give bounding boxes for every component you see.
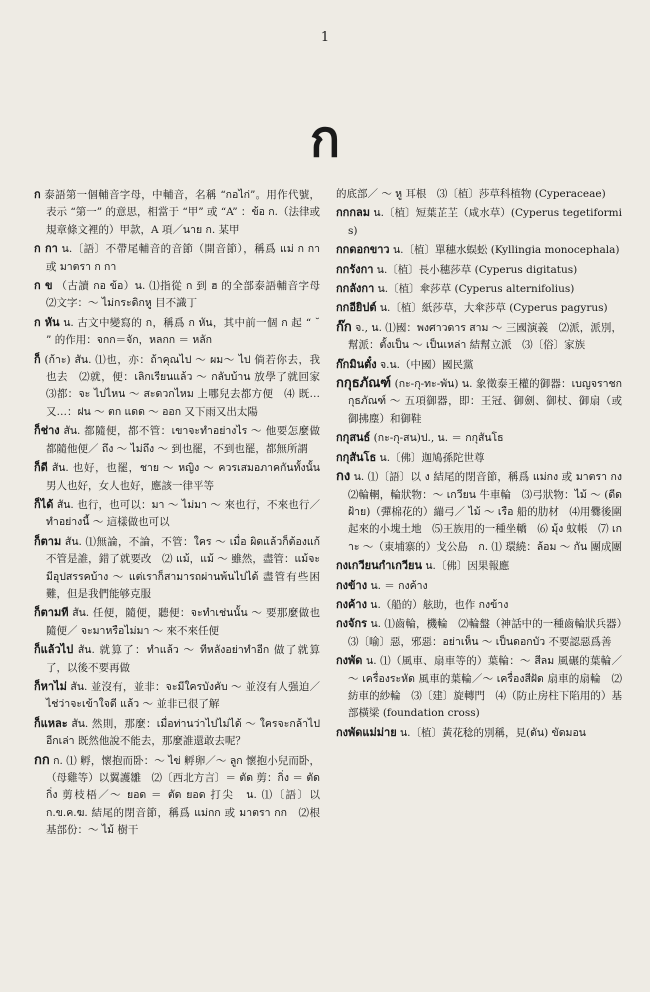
entry-headword: กกดอกขาว	[336, 243, 390, 257]
entry-headword: กงพัดแม่ม่าย	[336, 725, 397, 739]
dictionary-entry	[336, 241, 622, 259]
entry-definition: จ.น.（中國）國民黨	[379, 358, 474, 371]
entry-definition: （古讀 กอ ข้อ）น. ⑴指從 ก 到 ฮ 的全部泰語輔音字母 ⑵文字：～ ไม่กระดิกหู 目不識丁	[46, 280, 331, 310]
dictionary-entry	[336, 261, 622, 279]
entry-definition: 泰語第一個輔音字母，中輔音，名稱 “กอไก่”。用作代號，表示 “第一” 的意思，相當于 “甲” 或 “A” ：ข้อ ก.（法律或規章條文裡的）甲款，A 項／นาย ก. 某甲	[44, 189, 321, 236]
entry-definition: น.〔植〕黃花稔的別稱，見(ดัน) ขัดมอน	[399, 726, 586, 739]
entry-headword: กกกลม	[336, 206, 370, 220]
dictionary-entry	[336, 577, 622, 595]
entry-headword: ก็ตามที	[34, 606, 69, 620]
dictionary-entry	[336, 299, 622, 317]
entry-headword: ก็	[34, 352, 41, 366]
entry-headword: กงพัด	[336, 654, 363, 668]
entry-definition: (ก้าะ) สัน. ⑴也，亦：ถ้าคุณไป ～ ผม～ ไป 倘若你去，我也去 ⑵就，便：เลิกเรียนแล้ว ～ กลับบ้าน 放學了就回家 ⑶都：จะ ไปไหน ～ สะดวกไหม 上哪兒去都方便 ⑷ 既…又…：ฝน ～ ตก แดด ～ ออก 又下雨又出太陽	[44, 353, 331, 418]
entry-headword: ก็ดี	[34, 461, 48, 475]
entry-definition: สัน. 然則，那麼：เมื่อท่านว่าไปไม่ได้ ～ ใครจะกล้าไปอีกเล่า 既然他說不能去，那麼誰還敢去呢？	[46, 717, 320, 748]
dictionary-entry	[336, 557, 622, 575]
dictionary-entry	[336, 724, 622, 742]
entry-headword: กงจักร	[336, 617, 368, 631]
entry-headword: ก๊กมินตั๋ง	[336, 357, 377, 371]
dictionary-entry	[336, 615, 633, 651]
entry-definition: สัน. 也行，也可以：มา ～ ไม่มา ～ 來也行，不來也行／ ทำอย่างนี้ ～ 這樣做也可以	[46, 498, 320, 529]
entry-headword: กง	[336, 469, 351, 485]
entry-definition: (กะ-กุ-สน)ป., น. ＝ กกุสันโธ	[373, 432, 504, 445]
dictionary-entry	[336, 186, 622, 203]
entry-definition: สัน. 就算了：ทำแล้ว ～ ทีหลังอย่าทำอีก 做了就算了，以後不要再做	[46, 644, 320, 674]
entry-definition: ก. ⑴ 孵，懷抱而卧：～ ไข่ 孵卵／～ ลูก 懷抱小兒而卧，（母雞等）以翼護雛 ⑵〔西北方言〕＝ ตัด 剪：กิ่ง ＝ ตัดกิ่ง 剪枝梧／～ ยอด ＝ ตัด ยอด 打尖 น. ⑴〔語〕以 ก.ข.ค.ฆ. 結尾的閉音節，稱爲 แม่กก 或 มาตรา กก ⑵根基部份：～ ไม้ 樹干	[46, 754, 320, 837]
dictionary-entry	[336, 204, 622, 240]
entry-headword: กกุสนธ์	[336, 431, 371, 445]
dictionary-entry	[34, 641, 320, 677]
entry-definition: 的底部／ ～ หู 耳根 ⑶〔植〕莎草科植物 (Cyperaceae)	[336, 188, 606, 200]
entry-definition: น.〔佛〕因果報應	[425, 560, 510, 573]
entry-headword: ก็ตาม	[34, 534, 62, 548]
entry-definition: น.〔語〕不帶尾輔音的音節（開音節），稱爲 แม่ ก กา 或 มาตรา ก กา	[46, 243, 321, 273]
entry-definition: น. ⑴（風車、扇車等的）葉輪：～ สีลม 風碾的葉輪／～ เครื่องระหัด 風車的葉輪／～ เครื่องสีฝัด 扇車的扇輪 ⑵紡車的紗輪 ⑶〔建〕旋轉門 ⑷（防止房柱下陷用的）基部橫梁 (foundation cross)	[348, 655, 623, 720]
dictionary-entry	[336, 468, 633, 556]
section-letter: ก	[309, 110, 341, 168]
entry-headword: กงค้าง	[336, 597, 367, 611]
entry-definition: น.〔植〕單穗水蜈蚣 (Kyllingia monocephala)	[392, 244, 620, 257]
entry-definition: น.〔植〕長小穗莎草 (Cyperus digitatus)	[376, 263, 578, 276]
entry-headword: ก	[34, 188, 41, 201]
entry-headword: ก๊ก	[336, 319, 352, 335]
dictionary-entry	[34, 715, 320, 751]
left-column	[34, 186, 331, 841]
dictionary-entry	[336, 429, 622, 447]
entry-headword: ก็แล้วไป	[34, 643, 74, 657]
dictionary-entry	[34, 240, 320, 276]
entry-headword: ก หัน	[34, 315, 60, 329]
dictionary-entry	[34, 186, 320, 239]
entry-headword: ก ข	[34, 279, 53, 293]
dictionary-entry	[34, 678, 320, 714]
entry-headword: ก็ได้	[34, 497, 54, 511]
dictionary-entry	[336, 319, 622, 355]
dictionary-entry	[34, 422, 320, 458]
dictionary-entry	[336, 280, 622, 298]
entry-definition: จ., น. ⑴國：พงศาวดาร สาม ～ 三國演義 ⑵派，派別，幫派：ตั้งเป็น ～ เป็นเหล่า 結幫立派 ⑶〔俗〕家族	[348, 321, 622, 352]
dictionary-entry	[34, 351, 331, 422]
entry-definition: สัน. 都隨便，都不管：เขาจะทำอย่างไร ～ 他要怎麼做都隨他便／ ถึง ～ ไม่ถึง ～ 到也罷，不到也罷，都無所謂	[46, 425, 320, 455]
entry-definition: น.〔植〕傘莎草 (Cyperus alternifolius)	[377, 283, 575, 296]
dictionary-entry	[336, 375, 622, 428]
entry-definition: สัน. ⑴無論，不論，不管：ใคร ～ เมื่อ ผิดแล้วก็ต้องแก้ 不管是誰，錯了就要改 ⑵ แม้，แม้ ～ 雖然，盡管：แม้จะมีอุปสรรคบ้าง ～ แต่เราก็สามารถผ่านพ้นไปได้ 盡管有些困難，但是我們能够克服	[46, 535, 320, 600]
entry-definition: น. ⑴〔語〕以 ง 結尾的閉音節，稱爲 แม่กง 或 มาตรา กง ⑵輪輞，輪狀物：～ เกวียน 牛車輪 ⑶弓狀物：ไม้ ～ (ดีดฝ้าย)（彈棉花的）繃弓／ ไม้ ～ เรือ 船的肋材 ⑷用爨後圍起來的小塊土地 ⑸王族用的一種坐轎 ⑹ มุ้ง 蚊帳 ⑺ เกาะ ～（東埔寨的）戈公島 ก. ⑴ 環繞：ล้อม ～ กัน 團成團	[348, 471, 633, 553]
entry-definition: สัน. 並沒有，並非：จะมีใครบังคับ ～ 並沒有人强迫／ ไช่ว่าจะเข้าใจดี แล้ว ～ 並非已很了解	[46, 680, 321, 711]
entry-headword: กกุธภัณฑ์	[336, 376, 392, 392]
entry-definition: น. 古文中變寫的 ก，稱爲 ก หัน，其中前一個 ก 起 “ ˘ ” 的作用：จกก＝จัก，หลกก ＝ หลัก	[46, 316, 320, 347]
entry-definition: น. ⑴齒輪，機輪 ⑵輪盤（神話中的一種齒輪狀兵器） ⑶〔喻〕惡，邪惡：อย่าเห็น ～ เป็นดอกบัว 不要認惡爲善	[348, 618, 633, 648]
dictionary-entry	[34, 459, 320, 495]
entry-definition: น.（船的）舷助，也作 กงข้าง	[370, 598, 509, 611]
entry-definition: น. ＝ กงค้าง	[370, 579, 428, 592]
entry-definition: น.〔植〕紙莎草，大傘莎草 (Cyperus pagyrus)	[379, 302, 608, 315]
entry-headword: กกุสันโธ	[336, 450, 377, 464]
entry-headword: กกรังกา	[336, 262, 374, 276]
entry-headword: ก็หาไม่	[34, 679, 67, 693]
dictionary-entry	[336, 652, 622, 723]
entry-headword: ก กา	[34, 242, 58, 256]
entry-headword: ก็แหละ	[34, 716, 68, 730]
dictionary-entry	[34, 752, 320, 840]
dictionary-entry	[34, 496, 320, 532]
page-number: 1	[320, 30, 330, 45]
entry-definition: น.〔植〕短葉芷芏（咸水草）(Cyperus tegetiformis)	[348, 207, 622, 237]
entry-definition: สัน. 也好，也罷，ชาย ～ หญิง ～ ควรเสมอภาคกันทั้งนั้น 男人也好，女人也好，應該一律平等	[46, 462, 320, 492]
entry-headword: กงข้าง	[336, 578, 368, 592]
dictionary-entry	[336, 596, 622, 614]
dictionary-entry	[336, 449, 622, 467]
entry-headword: กงเกวียนกำเกวียน	[336, 559, 422, 573]
right-column	[336, 186, 633, 743]
entry-headword: ก็ช่าง	[34, 424, 60, 438]
entry-definition: (กะ-กุ-ทะ-พัน) น. 象徵泰王權的御器：เบญจราชกกุธภัณฑ์ ～ 五項御器，即：王冠、御劍、御杖、御扇（或御拂塵）和御鞋	[348, 378, 622, 425]
entry-headword: กกลังกา	[336, 282, 375, 296]
dictionary-entry	[34, 533, 320, 604]
entry-definition: น.〔佛〕迦鳩孫陀世尊	[379, 451, 485, 464]
dictionary-entry	[34, 277, 331, 313]
dictionary-entry	[34, 314, 320, 350]
entry-definition: สัน. 任便，隨便，聽便：จะทำเช่นนั้น ～ 要那麼做也隨便／ จะมาหรือไม่มา ～ 來不來任便	[46, 607, 321, 637]
entry-headword: กกอียิปต์	[336, 301, 377, 315]
dictionary-entry	[336, 356, 622, 374]
dictionary-entry	[34, 604, 320, 640]
entry-headword: กก	[34, 752, 50, 768]
